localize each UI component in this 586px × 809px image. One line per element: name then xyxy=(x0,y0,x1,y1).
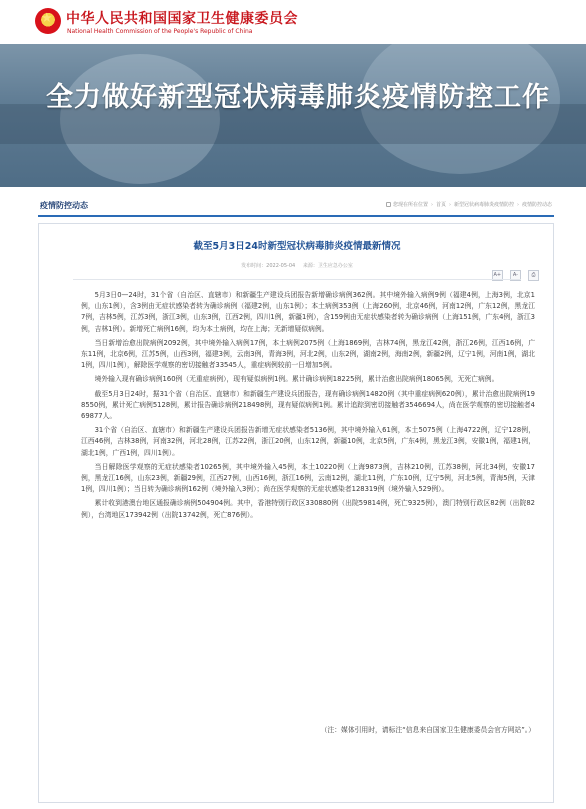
breadcrumb-epidemic[interactable]: 新型冠状病毒肺炎疫情防控 xyxy=(453,202,514,208)
paragraph: 截至5月3日24时，据31个省（自治区、直辖市）和新疆生产建设兵团报告，现有确诊病例14820例（其中重症病例620例），累计治愈出院病例198550例，累计死亡病例5128例，累计报告确诊病例218498例，现有疑似病例1例。累计追踪到密切接触者3546694人，尚在医学观察的密切接触者469877人。 xyxy=(81,389,535,421)
breadcrumb-home[interactable]: 首页 xyxy=(435,202,446,208)
divider xyxy=(73,279,521,280)
org-name-en: National Health Commission of the People's Republic of China xyxy=(67,28,253,35)
breadcrumb-label: 您现在所在位置 xyxy=(392,202,428,208)
breadcrumb-current[interactable]: 疫情防控动态 xyxy=(521,202,552,208)
site-header xyxy=(0,0,586,44)
font-decrease-button[interactable]: A- xyxy=(510,270,521,281)
paragraph: 当日新增治愈出院病例2092例，其中境外输入病例17例，本土病例2075例（上海1869例，吉林74例，黑龙江42例，浙江26例，江西16例，广东11例，北京6例，江苏5例，山西3例，福建3例，云南3例，青海3例，河北2例，山东2例，湖南2例，海南2例，新疆2例，辽宁1例，河南1例，湖北1例，四川1例），解除医学观察的密切接触者33545人，重症病例较前一日增加5例。 xyxy=(81,338,535,370)
paragraph: 31个省（自治区、直辖市）和新疆生产建设兵团报告新增无症状感染者5136例，其中境外输入61例，本土5075例（上海4722例，辽宁128例，江西46例，吉林38例，河南32例，河北28例，江苏22例，浙江20例，山东12例，新疆10例，北京5例，广东4例，黑龙江3例，安徽1例，福建1例，湖北1例，广西1例，四川1例）。 xyxy=(81,426,535,457)
section-header xyxy=(38,198,554,217)
org-name-cn[interactable]: 中华人民共和国国家卫生健康委员会 xyxy=(66,11,298,27)
article-meta xyxy=(39,262,555,269)
national-emblem-icon xyxy=(35,8,61,34)
paragraph: 境外输入现有确诊病例160例（无重症病例），现有疑似病例1例。累计确诊病例18225例，累计治愈出院病例18065例，无死亡病例。 xyxy=(94,375,499,384)
article-title: 截至5月3日24时新型冠状病毒肺炎疫情最新情况 xyxy=(193,241,401,252)
banner xyxy=(0,44,586,187)
article-source: 来源：卫生应急办公室 xyxy=(302,263,353,269)
paragraph: 当日解除医学观察的无症状感染者10265例，其中境外输入45例，本土10220例（上海9873例，吉林210例，江苏38例，河北34例，安徽17例，黑龙江16例，山东23例，新疆29例，江西27例，山西16例，浙江16例，云南12例，湖北11例，广东10例，辽宁5例，河北5例，青海5例，天津1例，四川1例）；当日转为确诊病例162例（境外输入3例）；尚在医学观察的无症状感染者128319例（境外输入529例）。 xyxy=(81,462,535,494)
section-title: 疫情防控动态 xyxy=(40,201,88,210)
paragraph: 5月3日0—24时，31个省（自治区、直辖市）和新疆生产建设兵团报告新增确诊病例362例。其中境外输入病例9例（福建4例，上海3例，北京1例，山东1例），含3例由无症状感染者转为确诊病例（福建2例，山东1例）；本土病例353例（上海260例，北京46例，河南12例，广东12例，黑龙江7例，吉林5例，江苏3例，浙江3例，山东3例，江西2例，四川1例，新疆1例），含159例由无症状感染者转为确诊病例（上海151例，广东4例，浙江3例，吉林1例）。新增死亡病例16例，均为本土病例，均在上海；无新增疑似病例。 xyxy=(81,291,535,333)
citation-note: （注：媒体引用时，请标注“信息来自国家卫生健康委员会官方网站”。） xyxy=(320,726,535,734)
print-icon[interactable]: ⎙ xyxy=(528,270,539,281)
article-body xyxy=(81,290,535,524)
article-tools xyxy=(490,261,539,281)
publish-date: 发布时间：2022-05-04 xyxy=(241,263,296,269)
location-icon xyxy=(386,202,391,207)
paragraph: 累计收到港澳台地区通报确诊病例504904例。其中，香港特别行政区330880例（出院59814例，死亡9325例），澳门特别行政区82例（出院82例），台湾地区173942例（出院13742例，死亡876例）。 xyxy=(81,499,535,519)
article xyxy=(38,223,554,803)
font-increase-button[interactable]: A+ xyxy=(492,270,503,281)
breadcrumb: 您现在所在位置 › 首页 › 新型冠状病毒肺炎疫情防控 › 疫情防控动态 xyxy=(386,201,552,208)
banner-title: 全力做好新型冠状病毒肺炎疫情防控工作 xyxy=(46,82,550,113)
